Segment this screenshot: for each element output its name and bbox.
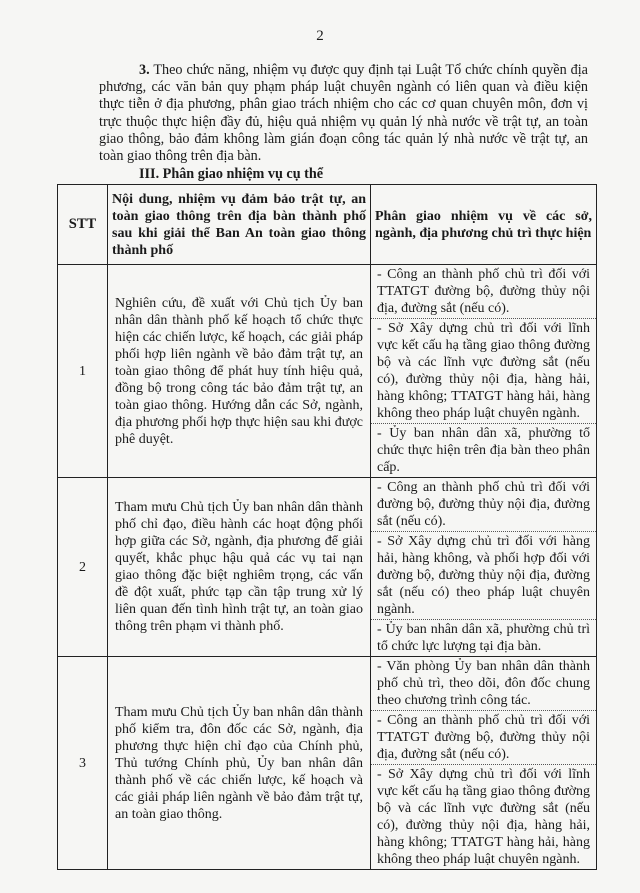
row-stt: 2: [58, 478, 108, 657]
row-assignments: [371, 265, 597, 478]
header-stt: STT: [58, 185, 108, 265]
table-row: [58, 657, 597, 870]
intro-text: Theo chức năng, nhiệm vụ được quy định tại Luật Tổ chức chính quyền địa phương, các văn bản quy phạm pháp luật chuyên ngành có liên quan và điều kiện thực tiễn ở địa phương, phân giao trách nhiệm cho các cơ quan chuyên môn, đơn vị trực thuộc thực hiện đầy đủ, hiệu quả nhiệm vụ quản lý nhà nước về trật tự, an toàn giao thông, bảo đảm không làm gián đoạn công tác quản lý nhà nước về trật tự, an toàn giao thông trên địa bàn.: [99, 62, 588, 165]
table-header-row: [58, 185, 597, 265]
row-content: Nghiên cứu, đề xuất với Chủ tịch Ủy ban nhân dân thành phố kế hoạch tổ chức thực hiện các chiến lược, kế hoạch, các giải pháp phối hợp liên ngành về bảo đảm trật tự, an toàn giao thông để phát huy tính hiệu quả, đồng bộ trong công tác bảo đảm trật tự, an toàn giao thông. Hướng dẫn các Sở, ngành, địa phương phối hợp thực hiện sau khi được phê duyệt.: [108, 265, 371, 478]
row-stt: 1: [58, 265, 108, 478]
assignment-item: - Ủy ban nhân dân xã, phường tổ chức thực hiện trên địa bàn theo phân cấp.: [377, 426, 590, 475]
row-content: Tham mưu Chủ tịch Ủy ban nhân dân thành phố kiểm tra, đôn đốc các Sở, ngành, địa phương thực hiện chỉ đạo của Chính phủ, Thủ tướng Chính phủ, Ủy ban nhân dân thành phố về các chiến lược, kế hoạch và các giải pháp liên ngành về bảo đảm trật tự, an toàn giao thông.: [108, 657, 371, 870]
intro-paragraph: [99, 62, 588, 165]
row-assignments: [371, 478, 597, 657]
assignment-item: - Ủy ban nhân dân xã, phường chủ trì tổ chức lực lượng tại địa bàn.: [377, 622, 590, 654]
table-row: [58, 478, 597, 657]
row-content: Tham mưu Chủ tịch Ủy ban nhân dân thành phố chỉ đạo, điều hành các hoạt động phối hợp giữa các Sở, ngành, địa phương để giải quyết, khắc phục hậu quả các vụ tai nạn giao thông đặc biệt nghiêm trọng, các vấn đề đột xuất, phức tạp cần tập trung xử lý liên quan đến tình hình trật tự, an toàn giao thông trên phạm vi thành phố.: [108, 478, 371, 657]
assignment-item: - Sở Xây dựng chủ trì đối với lĩnh vực kết cấu hạ tầng giao thông đường bộ và các lĩnh vực đường sắt (nếu có), đường thủy nội địa, hàng hải, hàng không; TTATGT hàng hải, hàng không theo pháp luật chuyên ngành.: [377, 767, 590, 867]
assignment-item: - Sở Xây dựng chủ trì đối với lĩnh vực kết cấu hạ tầng giao thông đường bộ và các lĩnh vực đường sắt (nếu có), đường thủy nội địa, hàng hải, hàng không; TTATGT hàng hải, hàng không theo pháp luật chuyên ngành.: [371, 319, 596, 424]
assignment-item: - Công an thành phố chủ trì đối với đường bộ, đường thủy nội địa, đường sắt (nếu có).: [371, 478, 596, 532]
intro-number: 3.: [139, 62, 150, 78]
assignment-item: - Công an thành phố chủ trì đối với TTATGT đường bộ, đường thủy nội địa, đường sắt (nếu có).: [371, 711, 596, 765]
assignment-item: - Sở Xây dựng chủ trì đối với hàng hải, hàng không, và phối hợp đối với đường bộ, đường thủy nội địa, đường sắt (nếu có) theo pháp luật chuyên ngành.: [371, 532, 596, 620]
header-assign: Phân giao nhiệm vụ về các sở, ngành, địa phương chủ trì thực hiện: [371, 185, 597, 265]
assignment-item: - Công an thành phố chủ trì đối với TTATGT đường bộ, đường thủy nội địa, đường sắt (nếu có).: [371, 265, 596, 319]
table-row: [58, 265, 597, 478]
assignment-item: - Văn phòng Ủy ban nhân dân thành phố chủ trì, theo dõi, đôn đốc chung theo chương trình công tác.: [371, 657, 596, 711]
row-assignments: [371, 657, 597, 870]
task-assignment-table: [57, 184, 597, 870]
header-content: Nội dung, nhiệm vụ đảm bảo trật tự, an toàn giao thông trên địa bàn thành phố sau khi giải thể Ban An toàn giao thông thành phố: [108, 185, 371, 265]
page-number: 2: [316, 28, 324, 44]
section-heading: III. Phân giao nhiệm vụ cụ thể: [139, 166, 324, 182]
row-stt: 3: [58, 657, 108, 870]
